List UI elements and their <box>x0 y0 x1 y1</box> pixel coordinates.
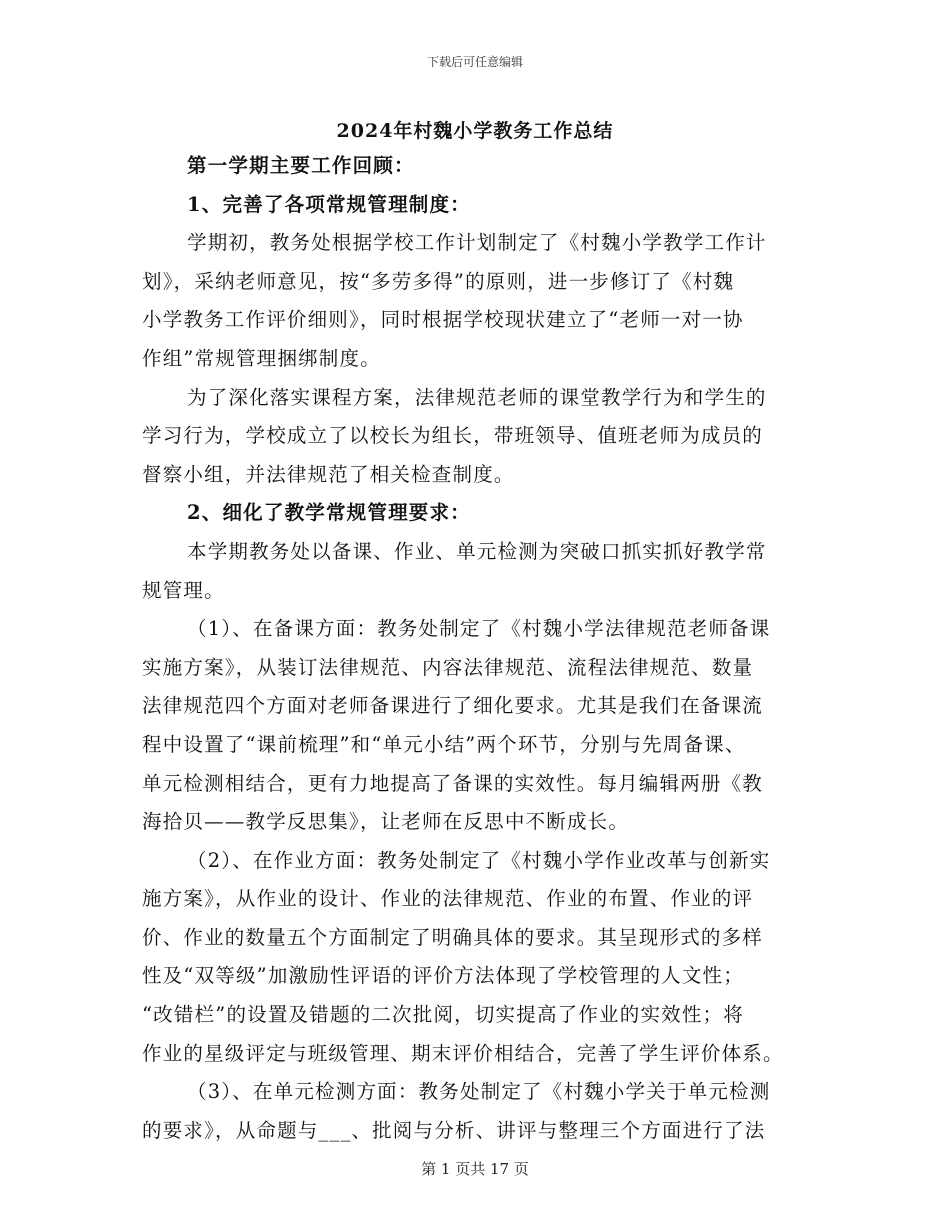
paragraph-line: 学期初，教务处根据学校工作计划制定了《村魏小学教学工作计 <box>187 231 767 255</box>
section-heading: 1、完善了各项常规管理制度： <box>187 192 471 216</box>
paragraph-line: “改错栏”的设置及错题的二次批阅，切实提高了作业的实效性；将 <box>142 1003 744 1027</box>
paragraph-line: 单元检测相结合，更有力地提高了备课的实效性。每月编辑两册《教 <box>142 771 764 795</box>
paragraph-line: （3）、在单元检测方面：教务处制定了《村魏小学关于单元检测 <box>187 1080 771 1104</box>
paragraph-line: 程中设置了“课前梳理”和“单元小结”两个环节，分别与先周备课、 <box>142 732 746 756</box>
document-title: 2024年村魏小学教务工作总结 <box>336 120 614 142</box>
paragraph-line: 法律规范四个方面对老师备课进行了细化要求。尤其是我们在备课流 <box>142 694 764 718</box>
paragraph-line: 划》，采纳老师意见，按“多劳多得”的原则，进一步修订了《村魏 <box>142 269 735 293</box>
header-note: 下载后可任意编辑 <box>426 55 523 69</box>
paragraph-line: 学习行为，学校成立了以校长为组长，带班领导、值班老师为成员的 <box>142 424 764 448</box>
paragraph-line: 施方案》，从作业的设计、作业的法律规范、作业的布置、作业的评 <box>142 887 754 911</box>
paragraph-line: 本学期教务处以备课、作业、单元检测为突破口抓实抓好教学常 <box>187 539 767 563</box>
document-body <box>142 147 810 1150</box>
section-heading: 第一学期主要工作回顾： <box>187 154 415 177</box>
paragraph-line: 督察小组，并法律规范了相关检查制度。 <box>142 462 515 486</box>
paragraph-line: 性及“双等级”加激励性评语的评价方法体现了学校管理的人文性； <box>142 964 744 988</box>
paragraph-line: 规管理。 <box>142 578 225 602</box>
paragraph-line: 海拾贝——教学反思集》，让老师在反思中不断成长。 <box>142 810 630 834</box>
page-footer: 第 1 页共 17 页 <box>421 1160 529 1178</box>
paragraph-line: 的要求》，从命题与___、批阅与分析、讲评与整理三个方面进行了法 <box>142 1118 766 1142</box>
paragraph-line: 价、作业的数量五个方面制定了明确具体的要求。其呈现形式的多样 <box>142 925 764 949</box>
paragraph-line: 作业的星级评定与班级管理、期末评价相结合，完善了学生评价体系。 <box>142 1041 784 1065</box>
paragraph-line: 为了深化落实课程方案，法律规范老师的课堂教学行为和学生的 <box>187 385 767 409</box>
paragraph-line: 实施方案》，从装订法律规范、内容法律规范、流程法律规范、数量 <box>142 655 754 679</box>
paragraph-line: （2）、在作业方面：教务处制定了《村魏小学作业改革与创新实 <box>187 848 771 872</box>
section-heading: 2、细化了教学常规管理要求： <box>187 501 471 525</box>
paragraph-line: （1）、在备课方面：教务处制定了《村魏小学法律规范老师备课 <box>187 617 771 641</box>
paragraph-line: 小学教务工作评价细则》，同时根据学校现状建立了“老师一对一协 <box>142 308 744 332</box>
paragraph-line: 作组”常规管理捆绑制度。 <box>142 346 381 370</box>
